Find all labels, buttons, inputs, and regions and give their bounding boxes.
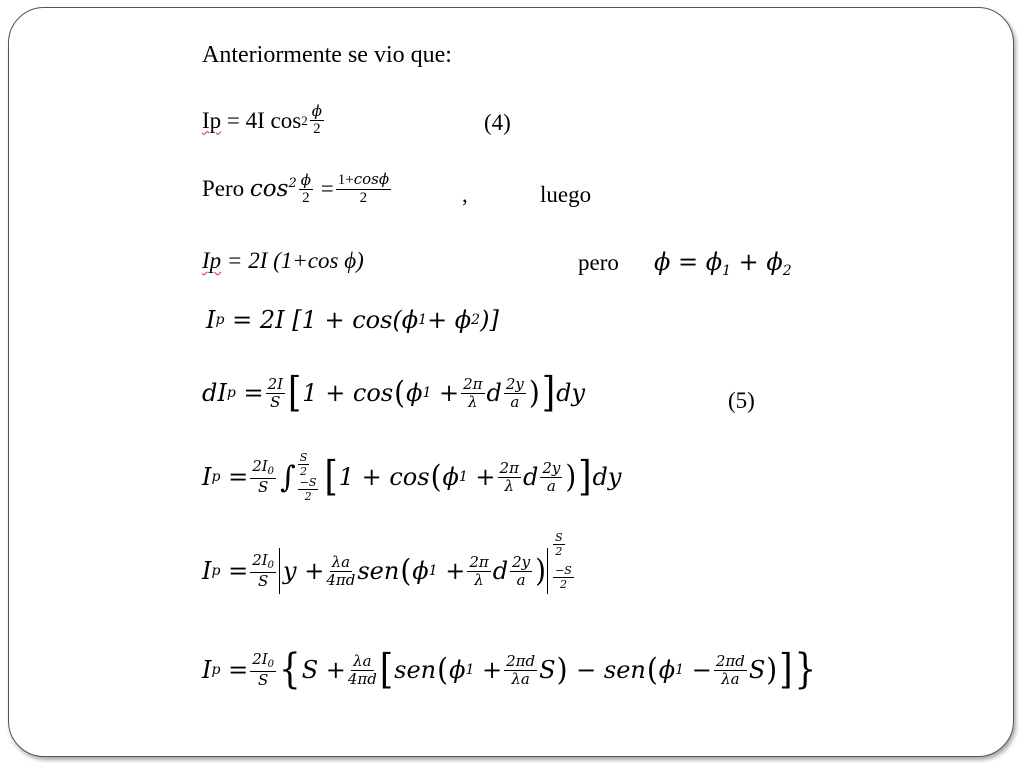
- equation-7: I p = $\frac{2I_0}{S}$ y + $\frac{\lambda a}{4\pi d}$ sen ( ϕ 1 + $\frac{2\pi}{\lambda}$ d $\frac{2y}{a}$ ) $\frac{S}{2}$ $\frac{-S}{2}$: [202, 548, 579, 594]
- equation-number-5: (5): [728, 388, 755, 413]
- intro-text: [202, 42, 452, 69]
- ip-symbol-2: Ip: [202, 248, 222, 273]
- equation-1: Ip = 4I cos 2 $\frac{\phi}{2}$: [202, 102, 322, 137]
- equation-number-4: (4): [484, 110, 511, 135]
- luego-label: luego: [540, 182, 592, 207]
- pero-label-2: pero: [578, 250, 619, 275]
- one-plus-cos-over-2: $\frac{1+\cos\phi}{2}$: [337, 170, 390, 206]
- equation-8: I p = $\frac{2I_0}{S}$ { S + $\frac{\lambda a}{4\pi d}$ [ sen ( ϕ 1 + $\frac{2\pi d}{\lambda a}$ S ) − sen ( ϕ 1 − $\frac{2\pi d}{\lambda a}$ S ) ] }: [202, 646, 817, 694]
- phi-over-2b: $\frac{\phi}{2}$: [300, 170, 311, 206]
- comma: ,: [462, 182, 468, 207]
- equation-6: I p = $\frac{2I_0}{S}$ ∫ $\frac{S}{2}$ $\frac{-S}{2}$ [ 1 + cos ( ϕ 1 + $\frac{2\pi}{\lambda}$ d $\frac{2y}{a}$ ) ] dy: [202, 451, 622, 503]
- ip-symbol: Ip: [202, 107, 222, 133]
- equation-4: I p = 2I [1 + cos(ϕ 1 + ϕ 2 )]: [206, 306, 499, 334]
- intro-label: Anteriormente se vio que:: [202, 42, 452, 68]
- phi-sum: $\phi = \phi_1 + \phi_2$: [654, 248, 792, 279]
- equation-5: dI p = $\frac{2I}{S}$ [ 1 + cos ( ϕ 1 + $\frac{2\pi}{\lambda}$ d $\frac{2y}{a}$ ) ] dy: [202, 369, 586, 417]
- pero-label: Pero: [202, 176, 245, 201]
- equation-2: Pero $\cos^2$ $\frac{\phi}{2}$ = $\frac{1+\cos\phi}{2}$: [202, 170, 390, 206]
- phi-over-2: $\frac{\phi}{2}$: [311, 102, 322, 137]
- equation-3: Ip = 2I (1+cos ϕ): [202, 248, 364, 273]
